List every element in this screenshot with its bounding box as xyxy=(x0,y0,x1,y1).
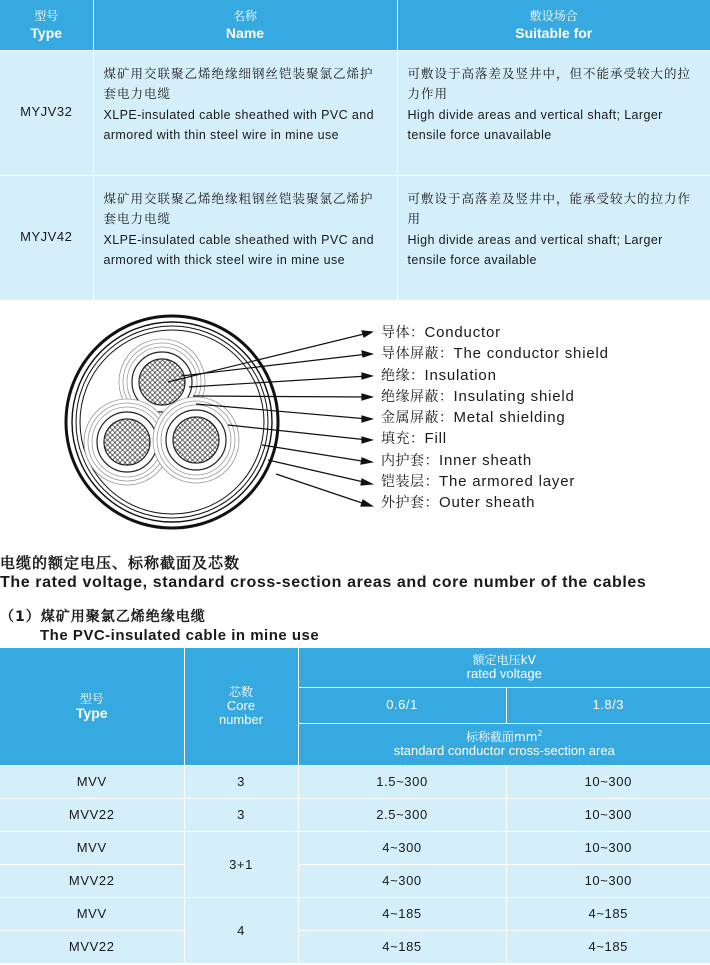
label-sep: ： xyxy=(424,495,439,512)
label-outer-sheath xyxy=(381,492,609,513)
cell-v1: 4~185 xyxy=(298,930,506,963)
label-insulation xyxy=(381,365,609,386)
header-suitable-zh: 敷设场合 xyxy=(529,8,578,23)
header-type-zh: 型号 xyxy=(34,8,59,23)
header-name-zh: 名称 xyxy=(232,8,257,23)
cell-name xyxy=(93,50,397,175)
label-conductor xyxy=(381,322,609,343)
header-area-zh-text: 标称截面mm xyxy=(466,730,538,744)
cell-v2: 10~300 xyxy=(506,798,710,831)
cell-type: MVV22 xyxy=(0,864,184,897)
label-inner-sheath xyxy=(381,450,609,471)
diagram-legend xyxy=(381,322,609,514)
label-fill xyxy=(381,428,609,449)
header-type-en: Type xyxy=(75,705,108,722)
cell-suitable xyxy=(397,175,710,300)
cell-name xyxy=(93,175,397,300)
name-en: XLPE-insulated cable sheathed with PVC and armored with thin steel wire in mine use xyxy=(103,107,374,142)
header-voltage-1: 0.6/1 xyxy=(298,687,506,723)
table-row xyxy=(0,175,710,300)
header-area-zh xyxy=(299,730,710,744)
label-en: The armored layer xyxy=(439,473,576,491)
label-sep: ： xyxy=(410,431,425,448)
label-en: The conductor shield xyxy=(453,345,609,363)
header-type-zh: 型号 xyxy=(79,692,104,707)
header-type xyxy=(0,0,93,50)
label-sep: ： xyxy=(439,346,454,363)
cell-v2: 4~185 xyxy=(506,930,710,963)
label-en: Insulation xyxy=(424,366,497,384)
header-core xyxy=(184,648,298,765)
cell-core: 4 xyxy=(184,897,298,963)
header-area-en: standard conductor cross-section area xyxy=(393,743,615,758)
section-title-zh: 电缆的额定电压、标称截面及芯数 xyxy=(0,554,241,572)
cell-v1: 2.5~300 xyxy=(298,798,506,831)
cell-v2: 4~185 xyxy=(506,897,710,930)
header-area xyxy=(298,723,710,765)
cable-type-table xyxy=(0,0,710,301)
cell-v2: 10~300 xyxy=(506,864,710,897)
cell-v1: 1.5~300 xyxy=(298,765,506,798)
label-zh: 导体屏蔽 xyxy=(381,346,439,363)
label-en: Metal shielding xyxy=(453,409,566,427)
label-zh: 绝缘屏蔽 xyxy=(381,388,439,405)
cell-type: MYJV32 xyxy=(0,50,93,175)
section-title-en: The rated voltage, standard cross-section areas and core number of the cables xyxy=(0,574,647,591)
cable-structure-diagram xyxy=(0,300,710,540)
header-core-en-2: number xyxy=(218,712,264,728)
name-en: XLPE-insulated cable sheathed with PVC and armored with thick steel wire in mine use xyxy=(103,232,374,267)
label-sep: ： xyxy=(410,367,425,384)
label-insulating-shield xyxy=(381,386,609,407)
table-row xyxy=(0,864,710,897)
table-row xyxy=(0,50,710,175)
label-zh: 导体 xyxy=(381,325,410,341)
cell-v2: 10~300 xyxy=(506,831,710,864)
label-en: Fill xyxy=(424,430,447,448)
header-type xyxy=(0,648,184,765)
label-en: Conductor xyxy=(424,324,501,341)
label-sep: ： xyxy=(410,325,425,341)
label-conductor-shield xyxy=(381,343,609,364)
table-row xyxy=(0,765,710,798)
subsection-title-zh: （1）煤矿用聚氯乙烯绝缘电缆 xyxy=(0,609,206,625)
cell-type: MYJV42 xyxy=(0,175,93,300)
header-voltage-zh: 额定电压kV xyxy=(472,653,536,668)
table-row xyxy=(0,930,710,963)
cell-type: MVV22 xyxy=(0,798,184,831)
header-name xyxy=(93,0,397,50)
cell-v2: 10~300 xyxy=(506,765,710,798)
table-row xyxy=(0,831,710,864)
header-type-en: Type xyxy=(30,24,63,41)
label-zh: 绝缘 xyxy=(381,367,410,384)
cell-type: MVV xyxy=(0,897,184,930)
label-sep: ： xyxy=(439,410,454,427)
header-core-en-1: Core xyxy=(226,698,256,714)
cell-core: 3 xyxy=(184,798,298,831)
label-zh: 铠装层 xyxy=(381,474,425,491)
header-suitable xyxy=(397,0,710,50)
label-sep: ： xyxy=(439,388,454,405)
cell-v1: 4~300 xyxy=(298,864,506,897)
header-core-zh: 芯数 xyxy=(228,685,253,700)
label-en: Insulating shield xyxy=(453,387,575,405)
label-armored-layer xyxy=(381,471,609,492)
table-row xyxy=(0,897,710,930)
header-voltage-2: 1.8/3 xyxy=(506,687,710,723)
cell-suitable xyxy=(397,50,710,175)
header-voltage-en: rated voltage xyxy=(466,666,542,682)
cell-v1: 4~300 xyxy=(298,831,506,864)
suitable-en: High divide areas and vertical shaft; Larger tensile force available xyxy=(407,232,663,267)
suitable-zh: 可敷设于高落差及竖井中，但不能承受较大的拉力作用 xyxy=(407,65,692,101)
name-zh: 煤矿用交联聚乙烯绝缘细钢丝铠装聚氯乙烯护套电力电缆 xyxy=(103,65,374,101)
label-zh: 填充 xyxy=(381,431,410,448)
label-zh: 外护套 xyxy=(381,495,425,512)
label-sep: ： xyxy=(424,452,439,469)
suitable-zh: 可敷设于高落差及竖井中，能承受较大的拉力作用 xyxy=(407,190,692,226)
cell-v1: 4~185 xyxy=(298,897,506,930)
cell-type: MVV xyxy=(0,831,184,864)
label-zh: 内护套 xyxy=(381,452,425,469)
header-voltage xyxy=(298,648,710,687)
label-sep: ： xyxy=(424,474,439,491)
label-en: Outer sheath xyxy=(439,494,536,512)
label-en: Inner sheath xyxy=(439,451,532,469)
cell-type: MVV xyxy=(0,765,184,798)
cell-core: 3 xyxy=(184,765,298,798)
table-header-row xyxy=(0,0,710,50)
core-right xyxy=(153,397,239,483)
cell-core: 3+1 xyxy=(184,831,298,897)
name-zh: 煤矿用交联聚乙烯绝缘粗钢丝铠装聚氯乙烯护套电力电缆 xyxy=(103,190,374,226)
header-name-en: Name xyxy=(225,24,265,41)
label-zh: 金属屏蔽 xyxy=(381,410,439,427)
table-header-row xyxy=(0,648,710,687)
subsection-title-en: The PVC-insulated cable in mine use xyxy=(40,627,320,644)
label-metal-shielding xyxy=(381,407,609,428)
cell-type: MVV22 xyxy=(0,930,184,963)
suitable-en: High divide areas and vertical shaft; Larger tensile force unavailable xyxy=(407,107,663,142)
header-area-sup: 2 xyxy=(537,729,543,738)
voltage-area-table xyxy=(0,648,710,964)
header-suitable-en: Suitable for xyxy=(515,24,593,41)
table-row xyxy=(0,798,710,831)
